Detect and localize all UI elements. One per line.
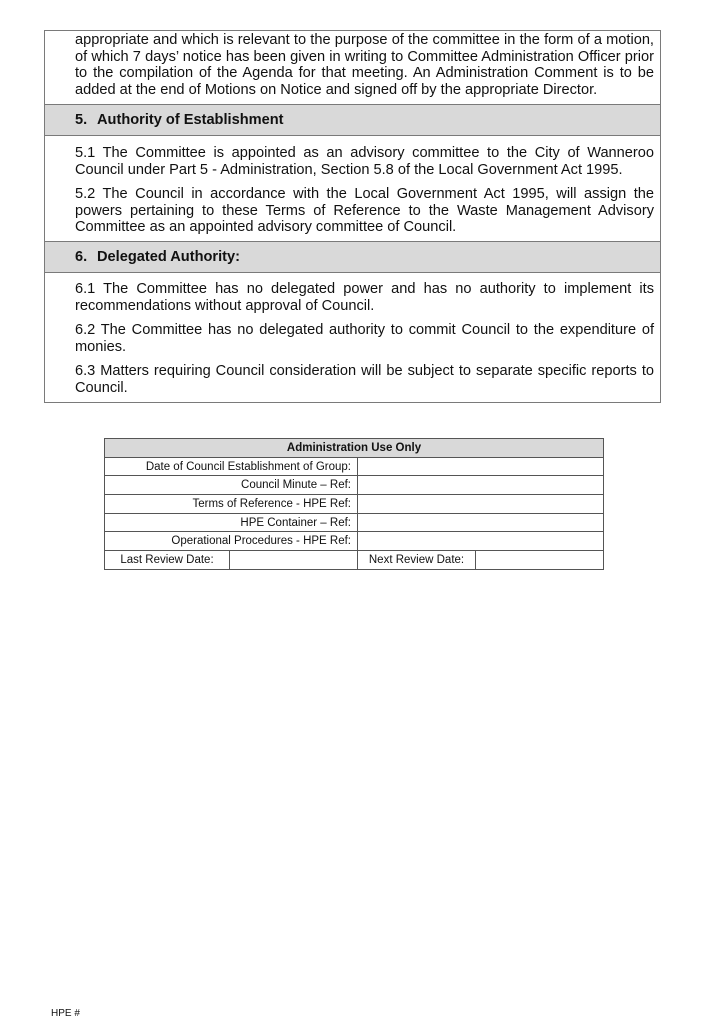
paragraph-6-2: 6.2 The Committee has no delegated authority to commit Council to the expenditure of monies. — [75, 322, 654, 355]
section-5-body — [45, 136, 660, 241]
last-review-date-label: Last Review Date: — [105, 551, 230, 570]
establishment-date-label: Date of Council Establishment of Group: — [105, 457, 358, 476]
section-6-number: 6. — [75, 248, 88, 265]
next-review-date-value — [476, 551, 604, 570]
hpe-container-ref-value — [358, 513, 604, 532]
operational-procedures-ref-value — [358, 532, 604, 551]
terms-of-reference-ref-label: Terms of Reference - HPE Ref: — [105, 495, 358, 514]
section-6-heading — [45, 241, 660, 273]
admin-header-row — [105, 439, 604, 458]
section-5-heading — [45, 104, 660, 136]
paragraph-5-1: 5.1 The Committee is appointed as an advisory committee to the City of Wanneroo Council under Part 5 - Administration, Section 5.8 of the Local Government Act 1995. — [75, 145, 654, 178]
continuation-paragraph: appropriate and which is relevant to the purpose of the committee in the form of a motion, of which 7 days’ notice has been given in writing to Committee Administration Officer prior to the compilation of the Agenda for that meeting. An Administration Comment is to be added at the end of Motions on Notice and signed off by the appropriate Director. — [75, 32, 654, 98]
council-minute-value — [358, 476, 604, 495]
establishment-date-value — [358, 457, 604, 476]
operational-procedures-ref-label: Operational Procedures - HPE Ref: — [105, 532, 358, 551]
admin-row — [105, 532, 604, 551]
next-review-date-label: Next Review Date: — [358, 551, 476, 570]
admin-header: Administration Use Only — [105, 439, 604, 458]
administration-use-table — [104, 438, 604, 570]
section-5-title: Authority of Establishment — [97, 112, 284, 128]
paragraph-6-3: 6.3 Matters requiring Council consideration will be subject to separate specific reports to Council. — [75, 363, 654, 396]
section-6-body — [45, 273, 660, 402]
paragraph-6-1: 6.1 The Committee has no delegated power and has no authority to implement its recommendations without approval of Council. — [75, 280, 654, 314]
review-dates-row — [105, 551, 604, 570]
footer-hpe-reference: HPE # — [51, 1008, 80, 1019]
council-minute-label: Council Minute – Ref: — [105, 476, 358, 495]
admin-row — [105, 513, 604, 532]
hpe-container-ref-label: HPE Container – Ref: — [105, 513, 358, 532]
terms-of-reference-ref-value — [358, 495, 604, 514]
terms-of-reference-table — [44, 30, 661, 403]
admin-row — [105, 457, 604, 476]
section-6-title: Delegated Authority: — [97, 248, 240, 265]
paragraph-5-2: 5.2 The Council in accordance with the Local Government Act 1995, will assign the powers pertaining to these Terms of Reference to the Waste Management Advisory Committee as an appointed advisory committee of Council. — [75, 186, 654, 236]
admin-row — [105, 495, 604, 514]
last-review-date-value — [230, 551, 358, 570]
section-4-continuation — [45, 31, 660, 104]
section-5-number: 5. — [75, 112, 88, 128]
admin-row — [105, 476, 604, 495]
